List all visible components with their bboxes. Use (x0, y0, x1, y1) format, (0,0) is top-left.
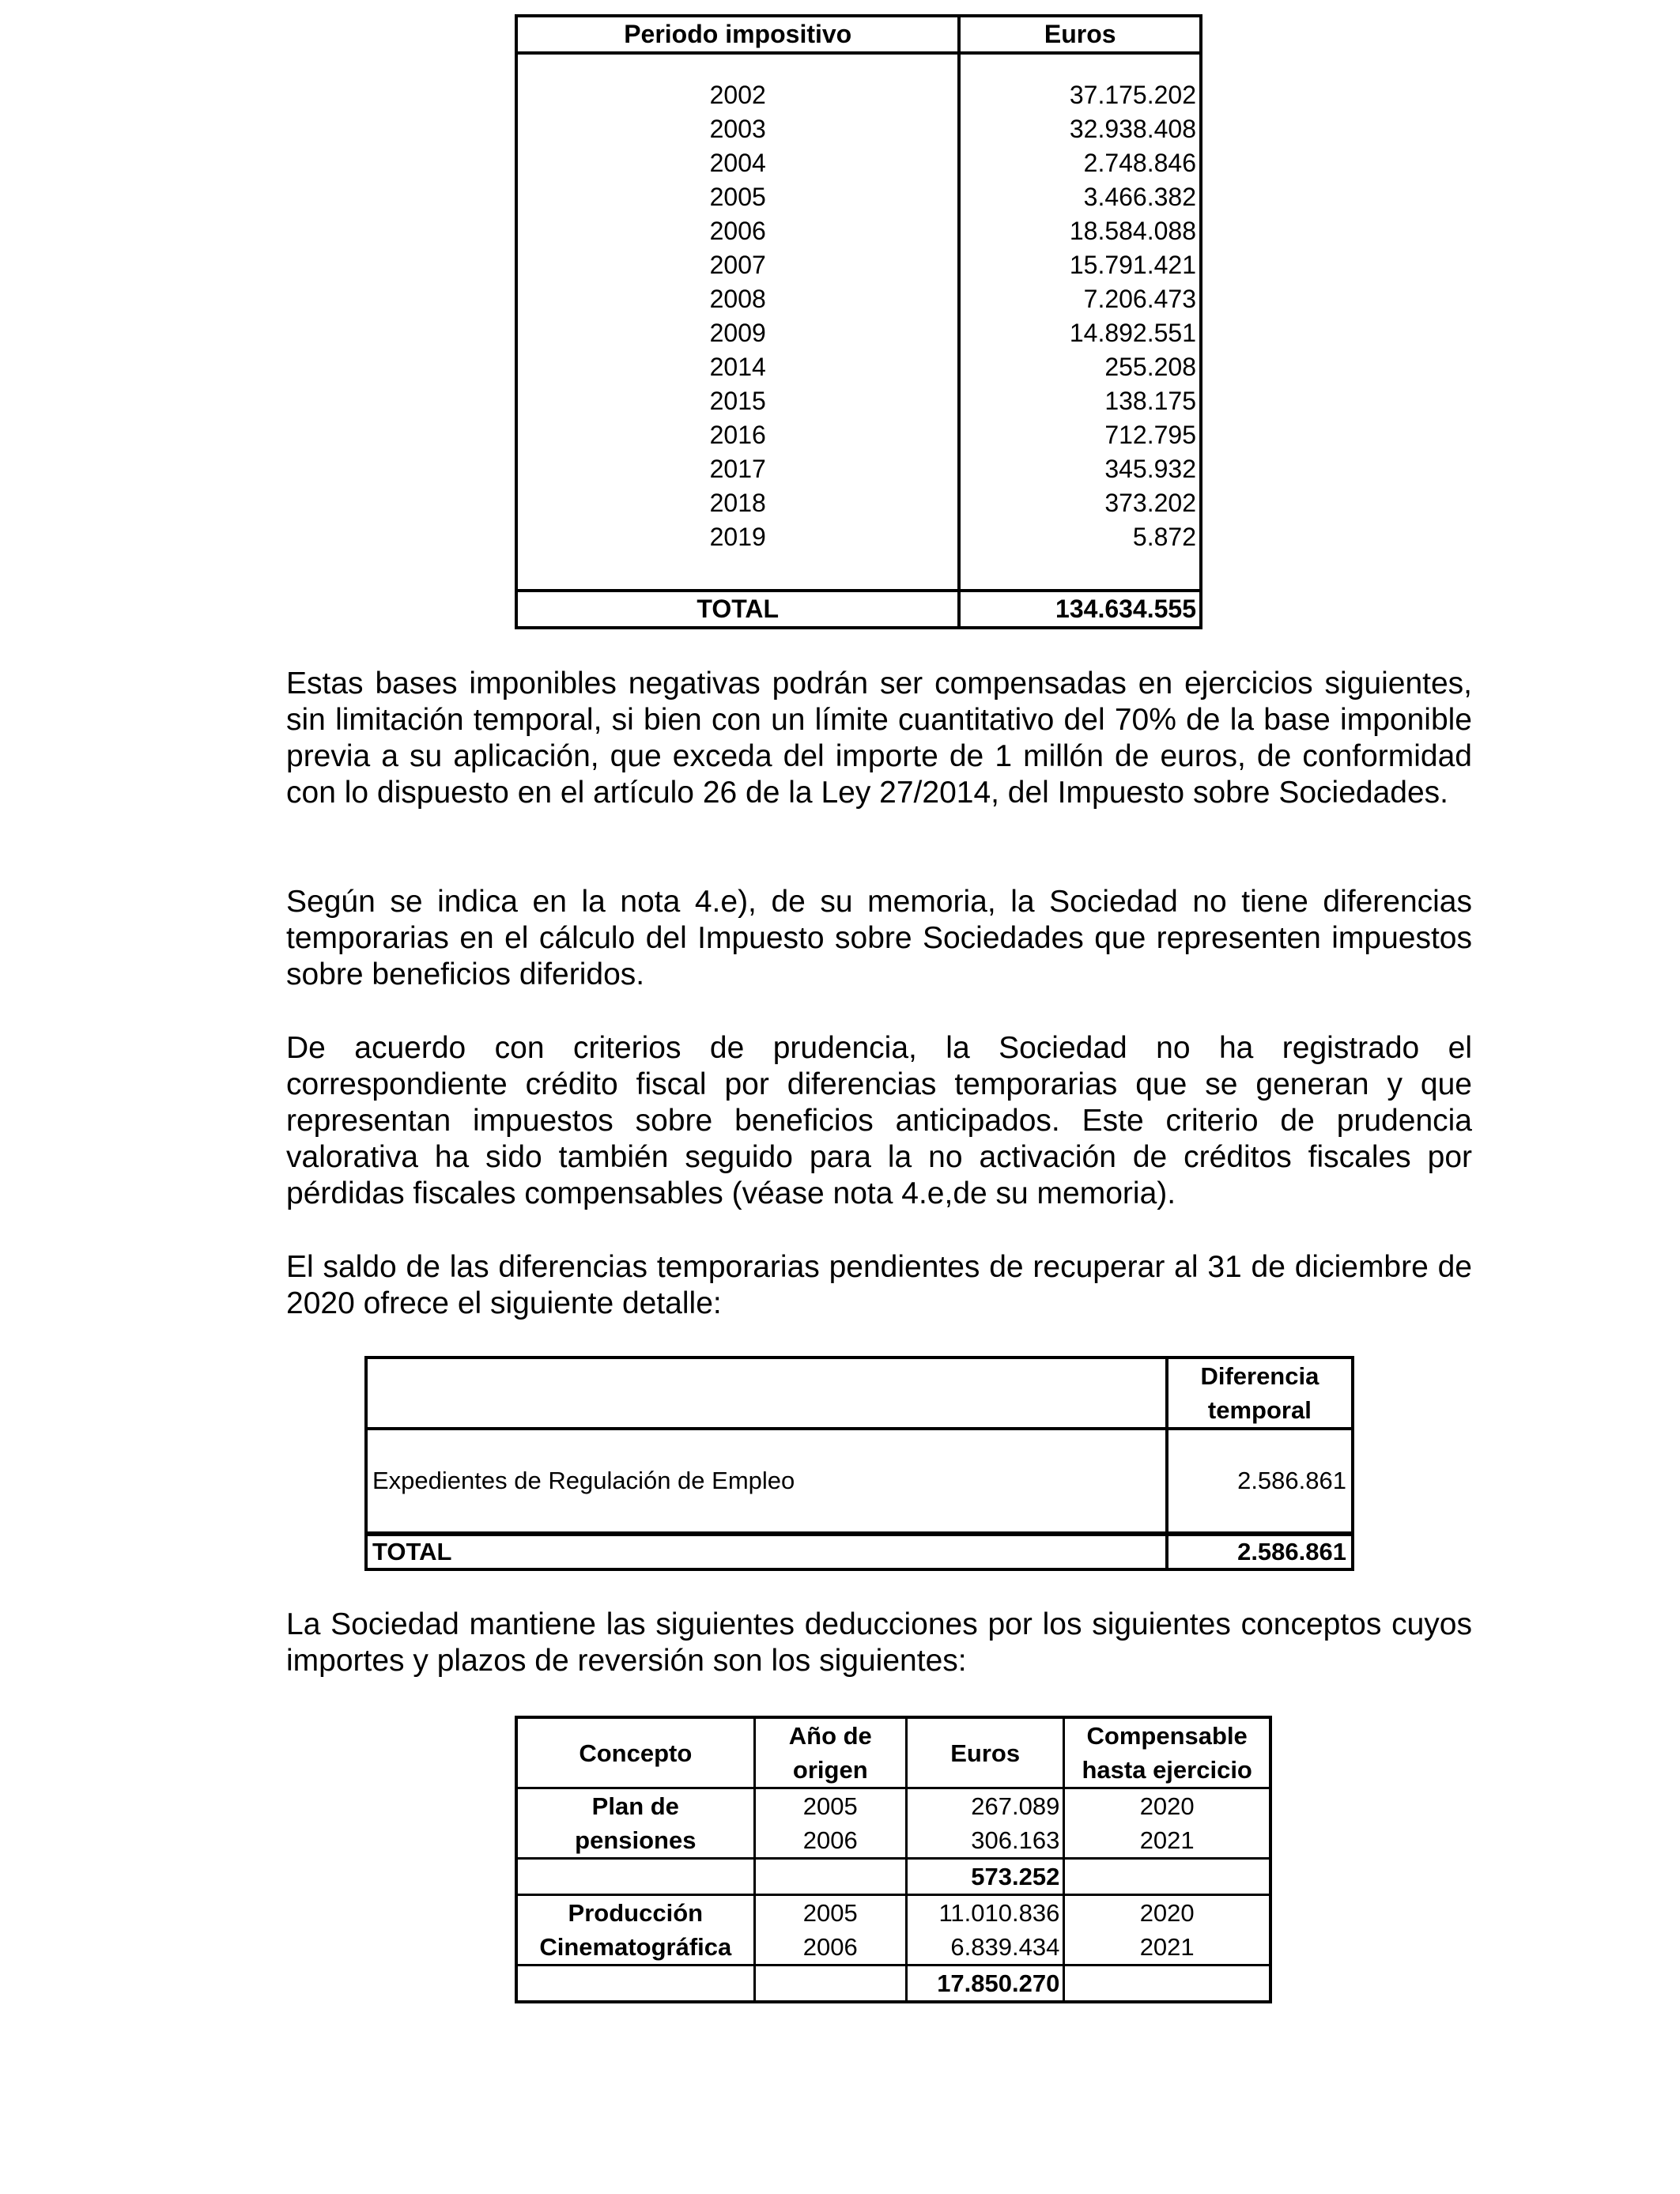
table-header-row (516, 1717, 1270, 1788)
paragraph-deducciones: La Sociedad mantiene las siguientes deducciones por los siguientes conceptos cuyos importes y plazos de reversión son los siguientes: (286, 1607, 1472, 1678)
year-cell: 2017 (709, 455, 766, 483)
concept-cell: pensiones (516, 1823, 754, 1859)
table-header-row (366, 1358, 1353, 1429)
compensable-cell: 2021 (1064, 1823, 1270, 1859)
amount-cell: 32.938.408 (959, 112, 1201, 146)
table-spacer (516, 53, 1201, 78)
table-row (516, 112, 1201, 146)
amount-cell: 6.839.434 (906, 1930, 1063, 1966)
compensable-cell: 2020 (1064, 1895, 1270, 1931)
table-row (516, 214, 1201, 248)
year-cell: 2014 (709, 353, 766, 381)
amount-cell: 712.795 (959, 418, 1201, 452)
table-row (516, 452, 1201, 486)
deductions-table (515, 1716, 1272, 2003)
row-value: 2.586.861 (1167, 1429, 1353, 1534)
table-row (516, 248, 1201, 282)
compensable-cell: 2020 (1064, 1788, 1270, 1824)
amount-cell: 306.163 (906, 1823, 1063, 1859)
year-cell: 2004 (709, 149, 766, 177)
amount-cell: 3.466.382 (959, 180, 1201, 214)
tax-loss-table (515, 14, 1202, 629)
subtotal-row (516, 1966, 1270, 2003)
table-row (516, 78, 1201, 112)
year-cell: 2007 (709, 251, 766, 279)
amount-cell: 138.175 (959, 384, 1201, 418)
year-cell: 2006 (754, 1823, 906, 1859)
year-cell: 2002 (709, 81, 766, 109)
table-row (516, 180, 1201, 214)
amount-cell: 7.206.473 (959, 282, 1201, 316)
year-cell: 2018 (709, 489, 766, 517)
table-total-row (516, 591, 1201, 628)
table-row (516, 1930, 1270, 1966)
header-periodo: Periodo impositivo (516, 16, 959, 53)
year-cell: 2005 (754, 1788, 906, 1824)
compensable-cell: 2021 (1064, 1930, 1270, 1966)
table-row (366, 1429, 1353, 1534)
subtotal-value: 17.850.270 (906, 1966, 1063, 2003)
year-cell: 2008 (709, 285, 766, 313)
table-header-row (516, 16, 1201, 53)
total-value: 134.634.555 (959, 591, 1201, 628)
amount-cell: 267.089 (906, 1788, 1063, 1824)
paragraph-bases-imponibles: Estas bases imponibles negativas podrán ser compensadas en ejercicios siguientes, sin limitación temporal, si bien con un límite cuantitativo del 70% de la base imponible previa a su aplicación, que exceda del importe de 1 millón de euros, de conformidad con lo dispuesto en el artículo 26 de la Ley 27/2014, del Impuesto sobre Sociedades. (286, 667, 1472, 810)
paragraph-nota-4e: Según se indica en la nota 4.e), de su memoria, la Sociedad no tiene diferencias temporarias en el cálculo del Impuesto sobre Sociedades que representen impuestos sobre beneficios diferidos. (286, 885, 1472, 991)
temporary-differences-table (364, 1356, 1354, 1571)
year-cell: 2005 (754, 1895, 906, 1931)
year-cell: 2006 (709, 217, 766, 245)
header-euros: Euros (906, 1717, 1063, 1788)
concept-cell: Plan de (516, 1788, 754, 1824)
table-row (516, 350, 1201, 384)
amount-cell: 5.872 (959, 520, 1201, 554)
table-row (516, 1895, 1270, 1931)
amount-cell: 15.791.421 (959, 248, 1201, 282)
header-anio-origen: Año de origen (754, 1717, 906, 1788)
amount-cell: 14.892.551 (959, 316, 1201, 350)
total-value: 2.586.861 (1167, 1534, 1353, 1569)
year-cell: 2006 (754, 1930, 906, 1966)
amount-cell: 2.748.846 (959, 146, 1201, 180)
concept-cell: Producción (516, 1895, 754, 1931)
subtotal-value: 573.252 (906, 1859, 1063, 1895)
table-row (516, 486, 1201, 520)
table-row (516, 418, 1201, 452)
amount-cell: 37.175.202 (959, 78, 1201, 112)
subtotal-row (516, 1859, 1270, 1895)
year-cell: 2016 (709, 421, 766, 449)
table-row (516, 146, 1201, 180)
year-cell: 2005 (709, 183, 766, 211)
table-row (516, 316, 1201, 350)
table-row (516, 384, 1201, 418)
year-cell: 2003 (709, 115, 766, 143)
table-row (516, 520, 1201, 554)
header-compensable: Compensable hasta ejercicio (1064, 1717, 1270, 1788)
row-label: Expedientes de Regulación de Empleo (372, 1467, 795, 1494)
table-row (516, 1788, 1270, 1824)
amount-cell: 373.202 (959, 486, 1201, 520)
paragraph-saldo-diferencias: El saldo de las diferencias temporarias pendientes de recuperar al 31 de diciembre de 2020 ofrece el siguiente detalle: (286, 1250, 1472, 1320)
header-concepto: Concepto (516, 1717, 754, 1788)
total-label: TOTAL (366, 1534, 1167, 1569)
amount-cell: 18.584.088 (959, 214, 1201, 248)
table-spacer (516, 554, 1201, 591)
paragraph-prudencia: De acuerdo con criterios de prudencia, la Sociedad no ha registrado el correspondiente crédito fiscal por diferencias temporarias que se generan y que representan impuestos sobre beneficios anticipados. Este criterio de prudencia valorativa ha sido también seguido para la no activación de créditos fiscales por pérdidas fiscales compensables (véase nota 4.e,de su memoria). (286, 1031, 1472, 1210)
amount-cell: 11.010.836 (906, 1895, 1063, 1931)
total-label: TOTAL (516, 591, 959, 628)
concept-cell: Cinematográfica (516, 1930, 754, 1966)
table-total-row (366, 1534, 1353, 1569)
year-cell: 2009 (709, 319, 766, 347)
header-euros: Euros (959, 16, 1201, 53)
amount-cell: 345.932 (959, 452, 1201, 486)
table-row (516, 1823, 1270, 1859)
table-row (516, 282, 1201, 316)
year-cell: 2019 (709, 523, 766, 551)
amount-cell: 255.208 (959, 350, 1201, 384)
header-diferencia-temporal: Diferencia temporal (1167, 1358, 1353, 1429)
year-cell: 2015 (709, 387, 766, 415)
